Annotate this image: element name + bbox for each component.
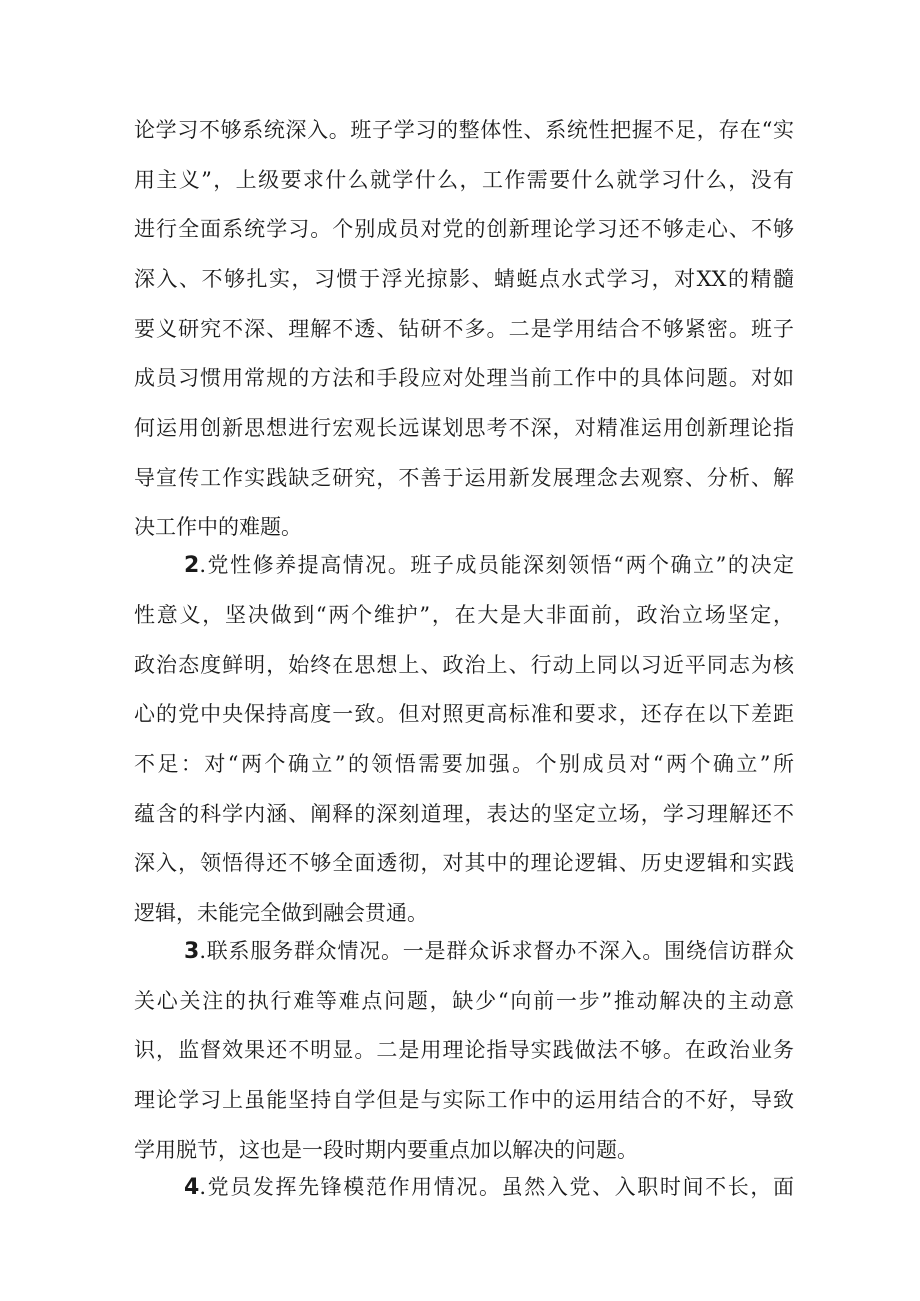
- text-line: 导宣传工作实践缺乏研究，不善于运用新发展理念去观察、分析、解: [134, 466, 794, 490]
- text-line: 决工作中的难题。: [134, 515, 302, 539]
- paragraph-first-line: [184, 551, 794, 579]
- paragraph-first-line: [184, 1173, 794, 1201]
- text-line: 蕴含的科学内涵、阐释的深刻道理，表达的坚定立场，学习理解还不: [134, 802, 794, 826]
- item-number: 4: [184, 1175, 200, 1200]
- text-line: 何运用创新思想进行宏观长远谋划思考不深，对精准运用创新理论指: [134, 416, 794, 440]
- text-line: 识，监督效果还不明显。二是用理论指导实践做法不够。在政治业务: [134, 1038, 794, 1062]
- item-number: 3: [184, 939, 200, 964]
- text-line: 进行全面系统学习。个别成员对党的创新理论学习还不够走心、不够: [134, 217, 794, 241]
- paragraph-heading-text: .党员发挥先锋模范作用情况。虽然入党、入职时间不长，面: [199, 1175, 794, 1199]
- text-line: 心的党中央保持高度一致。但对照更高标准和要求，还存在以下差距: [134, 702, 794, 726]
- text-line: 论学习不够系统深入。班子学习的整体性、系统性把握不足，存在“实: [134, 118, 794, 142]
- text-line: 深入、不够扎实，习惯于浮光掠影、蜻蜓点水式学习，对XX的精髓: [134, 267, 794, 291]
- text-line: 关心关注的执行难等难点问题，缺少“向前一步”推动解决的主动意: [134, 989, 794, 1013]
- paragraph-first-line: [184, 937, 794, 965]
- text-line: 性意义，坚决做到“两个维护”，在大是大非面前，政治立场坚定，: [134, 603, 794, 627]
- text-line: 政治态度鲜明，始终在思想上、政治上、行动上同以习近平同志为核: [134, 653, 794, 677]
- text-line: 不足：对“两个确立”的领悟需要加强。个别成员对“两个确立”所: [134, 752, 794, 776]
- paragraph-heading-text: .联系服务群众情况。一是群众诉求督办不深入。围绕信访群众: [199, 939, 794, 963]
- text-line: 学用脱节，这也是一段时期内要重点加以解决的问题。: [134, 1138, 638, 1162]
- item-number: 2: [184, 553, 200, 578]
- text-line: 理论学习上虽能坚持自学但是与实际工作中的运用结合的不好，导致: [134, 1088, 794, 1112]
- text-line: 用主义”，上级要求什么就学什么，工作需要什么就学习什么，没有: [134, 168, 794, 192]
- paragraph-heading-text: .党性修养提高情况。班子成员能深刻领悟“两个确立”的决定: [199, 553, 794, 577]
- text-line: 成员习惯用常规的方法和手段应对处理当前工作中的具体问题。对如: [134, 366, 794, 390]
- text-line: 要义研究不深、理解不透、钻研不多。二是学用结合不够紧密。班子: [134, 317, 794, 341]
- text-line: 逻辑，未能完全做到融会贯通。: [134, 901, 428, 925]
- text-line: 深入，领悟得还不够全面透彻，对其中的理论逻辑、历史逻辑和实践: [134, 851, 794, 875]
